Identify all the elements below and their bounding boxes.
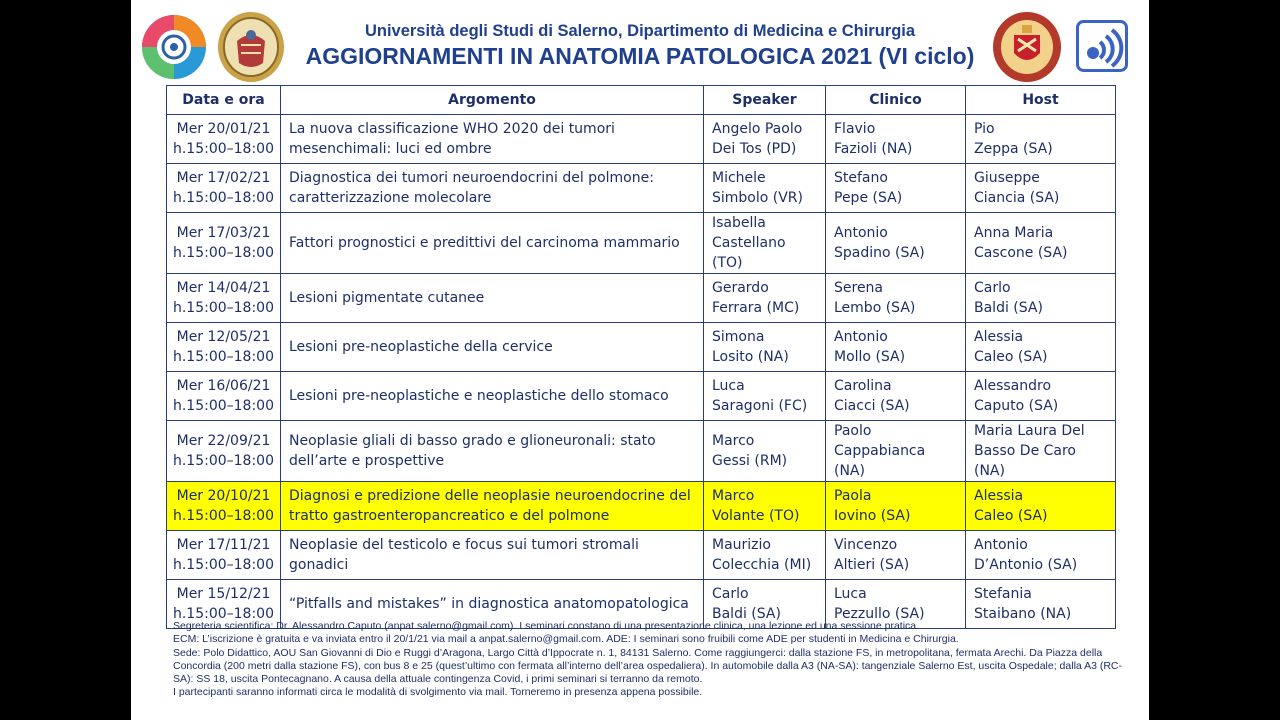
host-line: Alessia xyxy=(974,329,1024,345)
table-row xyxy=(167,213,1116,274)
date-line: h.15:00–18:00 xyxy=(172,398,274,414)
topic-cell xyxy=(281,482,704,531)
speaker-line: Carlo xyxy=(712,586,749,602)
footer-participants: I partecipanti saranno informati circa le modalità di svolgimento via mail. Torneremo in presenza appena possibile. xyxy=(173,686,703,699)
date-line: h.15:00–18:00 xyxy=(172,245,274,261)
topic-cell xyxy=(281,421,704,482)
host-line: Antonio xyxy=(974,537,1028,553)
clinico-line: Paola xyxy=(834,488,872,504)
topic-line: Neoplasie gliali di basso grado e glioneuronali: stato xyxy=(289,433,656,449)
topic-line: Neoplasie del testicolo e focus sui tumori stromali gonadici xyxy=(289,537,639,573)
host-line: Stefania xyxy=(974,586,1032,602)
table-row xyxy=(167,531,1116,580)
speaker-line: Gerardo xyxy=(712,280,769,296)
host-cell xyxy=(966,213,1116,274)
speaker-line: Marco xyxy=(712,433,755,449)
host-line: Cascone (SA) xyxy=(974,245,1068,261)
topic-line: Lesioni pigmentate cutanee xyxy=(289,290,485,306)
speaker-cell xyxy=(704,164,826,213)
date-cell xyxy=(167,164,281,213)
host-cell xyxy=(966,372,1116,421)
speaker-cell xyxy=(704,115,826,164)
host-cell xyxy=(966,274,1116,323)
topic-cell xyxy=(281,115,704,164)
header-speaker: Speaker xyxy=(704,86,826,115)
clinico-cell xyxy=(826,531,966,580)
clinico-line: Pezzullo (SA) xyxy=(834,606,925,622)
clinico-line: Altieri (SA) xyxy=(834,557,910,573)
speaker-line: Maurizio xyxy=(712,537,771,553)
table-row xyxy=(167,372,1116,421)
speaker-line: Isabella xyxy=(712,215,766,231)
clinico-line: Mollo (SA) xyxy=(834,349,906,365)
speaker-line: Colecchia (MI) xyxy=(712,557,812,573)
date-line: Mer 22/09/21 xyxy=(176,433,271,449)
speaker-line: Luca xyxy=(712,378,745,394)
date-line: h.15:00–18:00 xyxy=(172,141,274,157)
host-cell xyxy=(966,323,1116,372)
speaker-cell xyxy=(704,323,826,372)
topic-cell xyxy=(281,213,704,274)
header-topic: Argomento xyxy=(281,86,704,115)
clinico-line: Lembo (SA) xyxy=(834,300,916,316)
clinico-line: Iovino (SA) xyxy=(834,508,911,524)
host-cell xyxy=(966,421,1116,482)
speaker-line: Marco xyxy=(712,488,755,504)
clinico-line: Carolina xyxy=(834,378,892,394)
table-row xyxy=(167,482,1116,531)
speaker-cell xyxy=(704,274,826,323)
host-line: Ciancia (SA) xyxy=(974,190,1060,206)
host-line: Pio xyxy=(974,121,995,137)
speaker-line: Baldi (SA) xyxy=(712,606,781,622)
speaker-line: Simona xyxy=(712,329,765,345)
host-line: Giuseppe xyxy=(974,170,1040,186)
speaker-line: Volante (TO) xyxy=(712,508,800,524)
topic-line: Diagnosi e predizione delle neoplasie neuroendocrine del xyxy=(289,488,691,504)
date-cell xyxy=(167,531,281,580)
topic-line: Lesioni pre-neoplastiche della cervice xyxy=(289,339,553,355)
host-line: Staibano (NA) xyxy=(974,606,1072,622)
topic-line: mesenchimali: luci ed ombre xyxy=(289,141,492,157)
topic-line: Fattori prognostici e predittivi del carcinoma mammario xyxy=(289,235,680,251)
speaker-line: Angelo Paolo xyxy=(712,121,803,137)
clinico-line: Antonio xyxy=(834,225,888,241)
speaker-cell xyxy=(704,213,826,274)
date-line: Mer 20/10/21 xyxy=(176,488,271,504)
date-line: h.15:00–18:00 xyxy=(172,606,274,622)
date-line: Mer 20/01/21 xyxy=(176,121,271,137)
clinico-line: Cappabianca (NA) xyxy=(834,443,926,479)
speaker-line: Simbolo (VR) xyxy=(712,190,803,206)
date-line: Mer 12/05/21 xyxy=(176,329,271,345)
clinico-line: Stefano xyxy=(834,170,888,186)
date-line: h.15:00–18:00 xyxy=(172,453,274,469)
date-line: Mer 17/02/21 xyxy=(176,170,271,186)
header-host: Host xyxy=(966,86,1116,115)
header-clinico: Clinico xyxy=(826,86,966,115)
date-cell xyxy=(167,372,281,421)
clinico-line: Antonio xyxy=(834,329,888,345)
speaker-cell xyxy=(704,421,826,482)
topic-cell xyxy=(281,274,704,323)
clinico-cell xyxy=(826,115,966,164)
clinico-cell xyxy=(826,323,966,372)
speaker-line: Losito (NA) xyxy=(712,349,789,365)
host-line: Maria Laura Del xyxy=(974,423,1085,439)
table-header-row xyxy=(167,86,1116,115)
host-line: Baldi (SA) xyxy=(974,300,1043,316)
table-row xyxy=(167,323,1116,372)
table-row xyxy=(167,115,1116,164)
clinico-cell xyxy=(826,372,966,421)
speaker-cell xyxy=(704,482,826,531)
date-cell xyxy=(167,323,281,372)
date-cell xyxy=(167,274,281,323)
host-line: Caleo (SA) xyxy=(974,508,1048,524)
date-line: Mer 17/03/21 xyxy=(176,225,271,241)
topic-line: dell’arte e prospettive xyxy=(289,453,445,469)
table-row xyxy=(167,164,1116,213)
speaker-line: Dei Tos (PD) xyxy=(712,141,797,157)
clinico-line: Serena xyxy=(834,280,884,296)
clinico-line: Paolo xyxy=(834,423,872,439)
date-cell xyxy=(167,482,281,531)
clinico-line: Ciacci (SA) xyxy=(834,398,910,414)
host-line: Alessandro xyxy=(974,378,1052,394)
date-line: h.15:00–18:00 xyxy=(172,190,274,206)
topic-cell xyxy=(281,164,704,213)
topic-cell xyxy=(281,323,704,372)
course-title: AGGIORNAMENTI IN ANATOMIA PATOLOGICA 2021 (VI ciclo) xyxy=(305,43,975,69)
topic-line: tratto gastroenteropancreatico e del polmone xyxy=(289,508,610,524)
clinico-line: Spadino (SA) xyxy=(834,245,925,261)
speaker-line: Saragoni (FC) xyxy=(712,398,808,414)
table-row xyxy=(167,274,1116,323)
date-line: Mer 16/06/21 xyxy=(176,378,271,394)
table-row xyxy=(167,421,1116,482)
speaker-cell xyxy=(704,372,826,421)
footer-ecm: ECM: L’iscrizione è gratuita e va inviata entro il 20/1/21 via mail a anpat.salerno@gmail.com. ADE: I seminari sono fruibili come ADE per studenti in Medicina e Chirurgia. xyxy=(173,633,959,646)
host-line: Caputo (SA) xyxy=(974,398,1059,414)
speaker-cell xyxy=(704,531,826,580)
footer-secretariat: Segreteria scientifica: Dr. Alessandro Caputo (anpat.salerno@gmail.com). I seminari constano di una presentazione clinica, una lezione ed una sessione pratica. xyxy=(173,620,920,632)
clinico-cell xyxy=(826,274,966,323)
date-cell xyxy=(167,115,281,164)
topic-line: Lesioni pre-neoplastiche e neoplastiche dello stomaco xyxy=(289,388,669,404)
date-line: Mer 14/04/21 xyxy=(176,280,271,296)
footer-notes xyxy=(173,620,1123,700)
clinico-line: Fazioli (NA) xyxy=(834,141,913,157)
date-line: h.15:00–18:00 xyxy=(172,508,274,524)
host-cell xyxy=(966,115,1116,164)
schedule-table xyxy=(166,85,1116,629)
date-line: Mer 15/12/21 xyxy=(176,586,271,602)
date-line: Mer 17/11/21 xyxy=(176,537,271,553)
clinico-cell xyxy=(826,421,966,482)
date-cell xyxy=(167,421,281,482)
clinico-line: Pepe (SA) xyxy=(834,190,903,206)
speaker-line: Michele xyxy=(712,170,766,186)
department-title: Università degli Studi di Salerno, Dipartimento di Medicina e Chirurgia xyxy=(364,22,916,40)
clinico-cell xyxy=(826,164,966,213)
speaker-line: Ferrara (MC) xyxy=(712,300,800,316)
topic-cell xyxy=(281,531,704,580)
clinico-line: Flavio xyxy=(834,121,876,137)
topic-line: Diagnostica dei tumori neuroendocrini del polmone: xyxy=(289,170,654,186)
host-line: Caleo (SA) xyxy=(974,349,1048,365)
date-line: h.15:00–18:00 xyxy=(172,557,274,573)
clinico-cell xyxy=(826,482,966,531)
host-cell xyxy=(966,482,1116,531)
header-date: Data e ora xyxy=(167,86,281,115)
topic-line: La nuova classificazione WHO 2020 dei tumori xyxy=(289,121,615,137)
host-line: D’Antonio (SA) xyxy=(974,557,1078,573)
slide xyxy=(131,0,1149,720)
topic-line: “Pitfalls and mistakes” in diagnostica anatomopatologica xyxy=(289,596,689,612)
host-line: Basso De Caro (NA) xyxy=(974,443,1076,479)
host-line: Carlo xyxy=(974,280,1011,296)
topic-line: caratterizzazione molecolare xyxy=(289,190,492,206)
date-cell xyxy=(167,213,281,274)
speaker-line: Castellano (TO) xyxy=(712,235,786,271)
host-line: Alessia xyxy=(974,488,1024,504)
host-line: Zeppa (SA) xyxy=(974,141,1053,157)
host-cell xyxy=(966,531,1116,580)
footer-venue: Sede: Polo Didattico, AOU San Giovanni di Dio e Ruggi d’Aragona, Largo Città d’Ippocrate n. 1, 84131 Salerno. Come raggiungerci: dalla stazione FS, in metropolitana, fermata Arechi. Da Piazza della Concordia (200 metri dalla stazione FS), con bus 8 e 25 (quest’ultimo con fermata all’interno dell’area ospedaliera). In automobile dalla A3 (NA-SA): tangenziale Salerno Est, uscita Ospedale; dalla A3 (RC-SA): SS 18, uscita Pontecagnano. A causa della attuale contingenza Covid, i primi seminari si terranno da remoto. xyxy=(173,646,1122,686)
host-line: Anna Maria xyxy=(974,225,1054,241)
clinico-cell xyxy=(826,213,966,274)
topic-cell xyxy=(281,372,704,421)
date-line: h.15:00–18:00 xyxy=(172,300,274,316)
speaker-line: Gessi (RM) xyxy=(712,453,788,469)
clinico-line: Vincenzo xyxy=(834,537,898,553)
clinico-line: Luca xyxy=(834,586,867,602)
date-line: h.15:00–18:00 xyxy=(172,349,274,365)
host-cell xyxy=(966,164,1116,213)
